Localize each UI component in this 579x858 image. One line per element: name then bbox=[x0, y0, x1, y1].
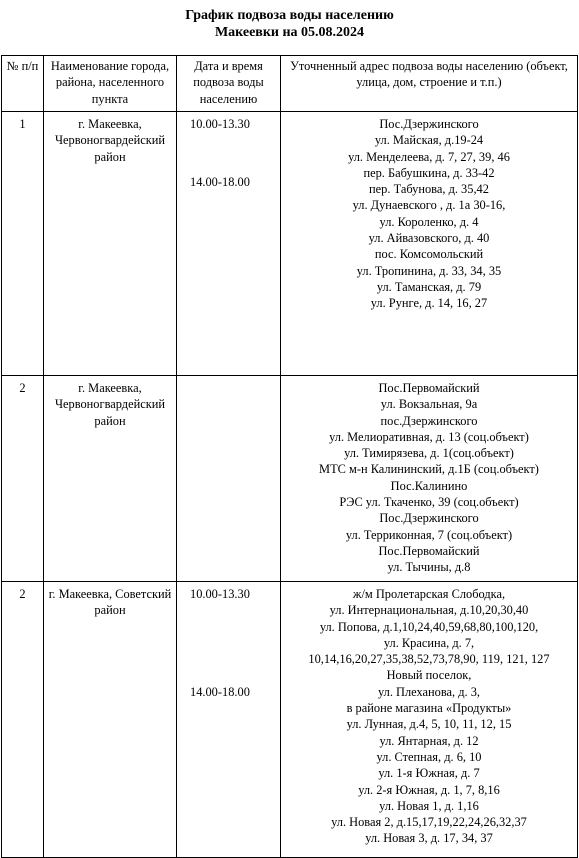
time-slot-2: 14.00-18.00 bbox=[190, 175, 250, 189]
header-area: Наименование города, района, населенного пункта bbox=[44, 56, 177, 112]
address-line: ул. Новая 1, д. 1,16 bbox=[379, 798, 479, 813]
address-line: ул. Мелиоративная, д. 13 (соц.объект) bbox=[329, 429, 529, 444]
address-line: ул. Тычины, д.8 bbox=[387, 560, 471, 575]
time-slot-1: 10.00-13.30 bbox=[190, 587, 250, 601]
address-line: Новый поселок, bbox=[386, 668, 472, 683]
address-line: ул. Майская, д.19-24 bbox=[374, 133, 484, 148]
address-line: Пос.Дзержинского bbox=[379, 117, 479, 131]
table-header-row bbox=[2, 56, 578, 112]
address-line: ул. Попова, д.1,10,24,40,59,68,80,100,120, bbox=[319, 619, 539, 634]
address-line: ул. Таманская, д. 79 bbox=[376, 279, 482, 294]
address-line: Пос.Калинино bbox=[390, 478, 468, 493]
address-line: РЭС ул. Ткаченко, 39 (соц.объект) bbox=[339, 495, 519, 510]
address-line: Пос.Первомайский bbox=[378, 381, 480, 395]
address-line: ул. Тимирязева, д. 1(соц.объект) bbox=[344, 446, 514, 461]
water-schedule-table bbox=[1, 55, 578, 858]
row-times bbox=[177, 582, 281, 858]
time-slot-1: 10.00-13.30 bbox=[190, 117, 250, 131]
address-line: Пос.Дзержинского bbox=[379, 511, 479, 526]
row-area: г. Макеевка, Червоногвардейский район bbox=[44, 376, 177, 582]
address-line: ул. 2-я Южная, д. 1, 7, 8,16 bbox=[358, 782, 500, 797]
row-addresses bbox=[281, 112, 578, 376]
header-time: Дата и время подвоза воды населению bbox=[177, 56, 281, 112]
table-row bbox=[2, 376, 578, 582]
row-addresses bbox=[281, 376, 578, 582]
address-line: ул. 1-я Южная, д. 7 bbox=[378, 766, 480, 781]
address-line: ул. Менделеева, д. 7, 27, 39, 46 bbox=[348, 149, 510, 164]
address-line: пос.Дзержинского bbox=[380, 413, 478, 428]
address-line: ул. Вокзальная, 9а bbox=[380, 397, 478, 412]
address-line: 10,14,16,20,27,35,38,52,73,78,90, 119, 121, 127 bbox=[308, 652, 550, 667]
address-line: ул. Айвазовского, д. 40 bbox=[368, 231, 490, 246]
address-line: ул. Красина, д. 7, bbox=[383, 635, 475, 650]
address-line: ул. Янтарная, д. 12 bbox=[379, 733, 479, 748]
row-area: г. Макеевка, Червоногвардейский район bbox=[44, 112, 177, 376]
row-addresses bbox=[281, 582, 578, 858]
address-line: ул. Новая 3, д. 17, 34, 37 bbox=[365, 831, 493, 846]
address-line: в районе магазина «Продукты» bbox=[346, 701, 512, 716]
time-slot-2: 14.00-18.00 bbox=[190, 685, 250, 699]
address-line: ул. Степная, д. 6, 10 bbox=[376, 749, 482, 764]
address-line: пос. Комсомольский bbox=[374, 247, 484, 262]
header-num: № п/п bbox=[2, 56, 44, 112]
address-line: ул. Новая 2, д.15,17,19,22,24,26,32,37 bbox=[331, 815, 527, 830]
row-times bbox=[177, 112, 281, 376]
address-line: МТС м-н Калининский, д.1Б (соц.объект) bbox=[319, 462, 539, 477]
address-line: ул. Рунге, д. 14, 16, 27 bbox=[370, 296, 488, 311]
table-row bbox=[2, 112, 578, 376]
row-area: г. Макеевка, Советский район bbox=[44, 582, 177, 858]
row-number: 1 bbox=[2, 112, 44, 376]
address-line: ул. Терриконная, 7 (соц.объект) bbox=[345, 527, 513, 542]
table-row bbox=[2, 582, 578, 858]
address-line: ул. Плеханова, д. 3, bbox=[377, 684, 481, 699]
address-line: ул. Лунная, д.4, 5, 10, 11, 12, 15 bbox=[346, 717, 512, 732]
address-line: ул. Интернациональная, д.10,20,30,40 bbox=[329, 603, 529, 618]
address-line: пер. Бабушкина, д. 33-42 bbox=[363, 165, 495, 180]
address-line: ул. Короленко, д. 4 bbox=[379, 214, 479, 229]
row-number: 2 bbox=[2, 376, 44, 582]
address-line: ж/м Пролетарская Слободка, bbox=[352, 587, 506, 601]
header-address: Уточненный адрес подвоза воды населению (объект, улица, дом, строение и т.п.) bbox=[281, 56, 578, 112]
document-title-line1: График подвоза воды населению bbox=[185, 8, 394, 23]
address-line: Пос.Первомайский bbox=[378, 543, 480, 558]
address-line: ул. Тропинина, д. 33, 34, 35 bbox=[356, 263, 502, 278]
document-title-line2: Макеевки на 05.08.2024 bbox=[214, 25, 365, 40]
row-times bbox=[177, 376, 281, 582]
address-line: пер. Табунова, д. 35,42 bbox=[369, 182, 489, 197]
row-number: 2 bbox=[2, 582, 44, 858]
address-line: ул. Дунаевского , д. 1а 30-16, bbox=[352, 198, 506, 213]
